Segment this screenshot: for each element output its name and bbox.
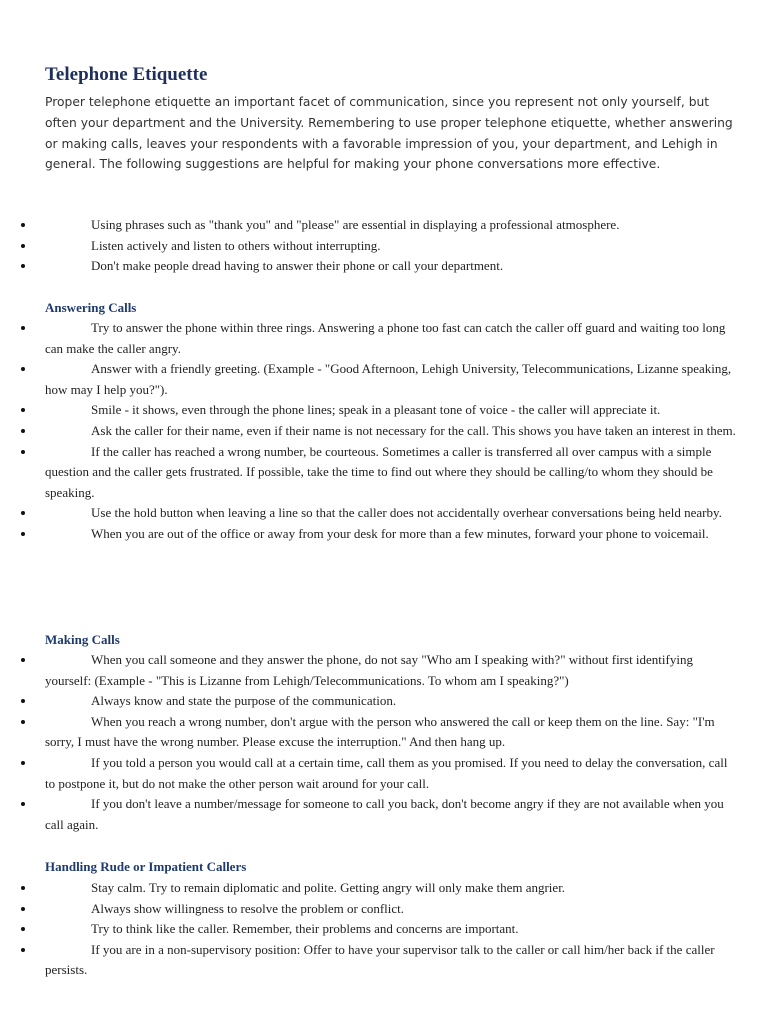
list-item-text: Always know and state the purpose of the communication.	[91, 693, 397, 709]
bullet-icon	[21, 802, 25, 806]
list-item-text: If you are in a non-supervisory position: Offer to have your supervisor talk to the caller or call him/her back if the caller persists.	[45, 941, 715, 978]
bullet-icon	[21, 761, 25, 765]
list-item	[0, 421, 740, 442]
bullet-icon	[21, 326, 25, 330]
list-item-text: If you told a person you would call at a certain time, call them as you promised. If you need to delay the conversation, call to postpone it, but do not make the other person wait around for your call.	[45, 754, 728, 791]
list-item	[0, 794, 740, 835]
list-item-text: Use the hold button when leaving a line so that the caller does not accidentally overhear conversations being held nearby.	[91, 505, 722, 521]
bullet-icon	[21, 244, 25, 248]
list-item	[0, 650, 740, 691]
list-item	[0, 215, 740, 236]
list-item	[0, 442, 740, 504]
list-item	[0, 318, 740, 359]
list-item	[0, 236, 740, 257]
bullet-icon	[21, 223, 25, 227]
bullet-icon	[21, 720, 25, 724]
list-item	[0, 691, 740, 712]
page-title: Telephone Etiquette	[45, 64, 208, 85]
bullet-icon	[21, 429, 25, 433]
bullet-icon	[21, 927, 25, 931]
list-item-text: Try to answer the phone within three rings. Answering a phone too fast can catch the caller off guard and waiting too long can make the caller angry.	[45, 320, 726, 356]
list-item-text: When you are out of the office or away from your desk for more than a few minutes, forward your phone to voicemail.	[91, 525, 709, 541]
rude-callers-list	[0, 878, 740, 981]
making-calls-list	[0, 650, 740, 835]
list-item	[0, 359, 740, 400]
section-heading-making-calls: Making Calls	[45, 632, 120, 647]
list-item-text: When you reach a wrong number, don't argue with the person who answered the call or keep them on the line. Say: "I'm sorry, I must have the wrong number. Please excuse the interruption." And then hang up.	[45, 713, 715, 750]
answering-calls-list	[0, 318, 740, 545]
general-list	[0, 215, 740, 277]
list-item	[0, 940, 740, 981]
bullet-icon	[21, 367, 25, 371]
list-item	[0, 919, 740, 940]
list-item	[0, 712, 740, 753]
bullet-icon	[21, 450, 25, 454]
list-item-text: If you don't leave a number/message for someone to call you back, don't become angry if they are not available when you call again.	[45, 796, 724, 832]
list-item	[0, 400, 740, 421]
list-item	[0, 899, 740, 920]
bullet-icon	[21, 408, 25, 412]
list-item-text: Try to think like the caller. Remember, their problems and concerns are important.	[91, 921, 519, 937]
intro-paragraph: Proper telephone etiquette an important facet of communication, since you represent not only yourself, but often your department and the University. Remembering to use proper telephone etiquette, whether answering or making calls, leaves your respondents with a favorable impression of you, your department, and Lehigh in general. The following suggestions are helpful for making your phone conversations more effective.	[45, 95, 733, 172]
list-item	[0, 878, 740, 899]
bullet-icon	[21, 699, 25, 703]
list-item-text: If the caller has reached a wrong number, be courteous. Sometimes a caller is transferred all over campus with a simple question and the caller gets frustrated. If possible, take the time to find out where they should be calling/to whom they should be speaking.	[45, 443, 713, 500]
list-item-text: Using phrases such as "thank you" and "please" are essential in displaying a professional atmosphere.	[91, 217, 620, 232]
bullet-icon	[21, 511, 25, 515]
section-heading-answering-calls: Answering Calls	[45, 300, 137, 315]
list-item-text: When you call someone and they answer the phone, do not say "Who am I speaking with?" without first identifying yourself: (Example - "This is Lizanne from Lehigh/Telecommunications. To whom am I speaking?")	[45, 652, 693, 688]
list-item-text: Answer with a friendly greeting. (Example - "Good Afternoon, Lehigh University, Telecommunications, Lizanne speaking, how may I help you?").	[45, 361, 732, 397]
list-item	[0, 503, 740, 524]
list-item-text: Always show willingness to resolve the problem or conflict.	[91, 900, 405, 916]
list-item-text: Don't make people dread having to answer their phone or call your department.	[91, 258, 504, 274]
bullet-icon	[21, 264, 25, 268]
list-item-text: Stay calm. Try to remain diplomatic and polite. Getting angry will only make them angrier.	[91, 880, 566, 895]
list-item-text: Ask the caller for their name, even if their name is not necessary for the call. This shows you have taken an interest in them.	[91, 422, 736, 438]
list-item-text: Smile - it shows, even through the phone lines; speak in a pleasant tone of voice - the caller will appreciate it.	[91, 402, 661, 418]
list-item	[0, 524, 740, 545]
bullet-icon	[21, 532, 25, 536]
list-item-text: Listen actively and listen to others without interrupting.	[91, 237, 381, 253]
bullet-icon	[21, 907, 25, 911]
list-item	[0, 753, 740, 794]
bullet-icon	[21, 886, 25, 890]
bullet-icon	[21, 658, 25, 662]
section-heading-rude-callers: Handling Rude or Impatient Callers	[45, 859, 247, 874]
list-item	[0, 256, 740, 277]
bullet-icon	[21, 948, 25, 952]
